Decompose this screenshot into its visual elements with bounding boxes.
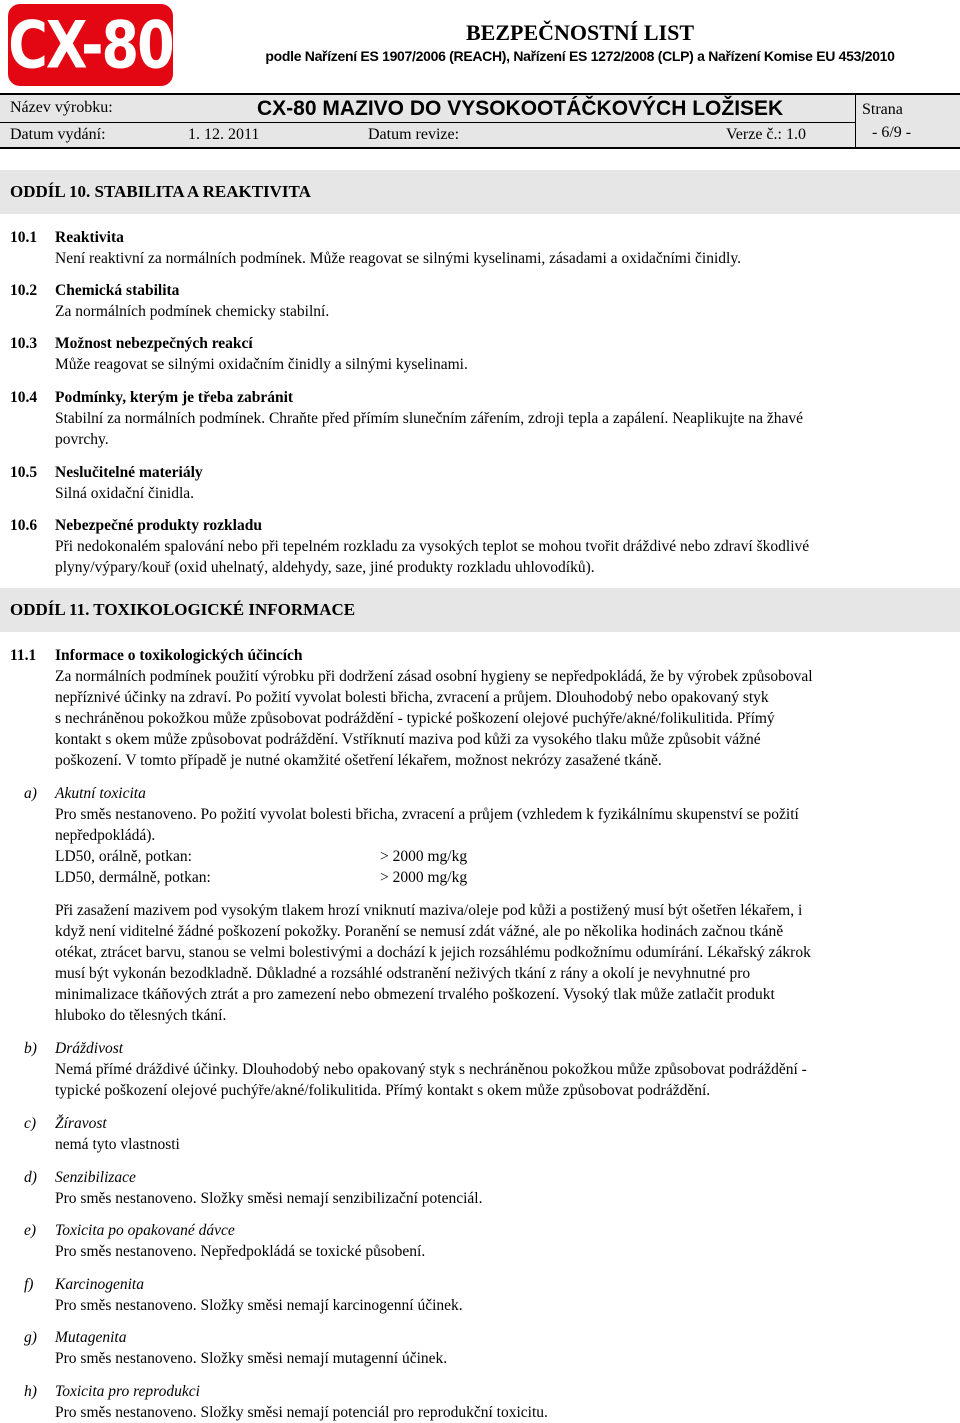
subsection-text: Stabilní za normálních podmínek. Chraňte před přímím slunečním zářením, zdroji tepla a zapálení. Neaplikujte na žhavé	[55, 410, 804, 427]
section-title: ODDÍL 11. TOXIKOLOGICKÉ INFORMACE	[10, 600, 356, 619]
item-heading: Dráždivost	[55, 1040, 124, 1057]
subsection-number: 10.6	[10, 517, 38, 534]
subsection-heading: Nebezpečné produkty rozkladu	[55, 517, 262, 534]
regulation-line: podle Nařízení ES 1907/2006 (REACH), Nařízení ES 1272/2008 (CLP) a Nařízení Komise EU 453/2010	[265, 48, 895, 64]
page-number: - 6/9 -	[872, 124, 912, 141]
header-divider	[855, 94, 856, 148]
item-text: minimalizace tkáňových ztrát a pro zamezení nebo obmezení trvalého poškození. Vysoký tlak může zatlačit produkt	[55, 986, 775, 1003]
issue-date: 1. 12. 2011	[188, 126, 260, 143]
item-text: Pro směs nestanoveno. Po požití vyvolat bolesti břicha, zvracení a průjem (vzhledem k fyzikálnímu skupenství se požití	[55, 806, 799, 823]
item-heading: Akutní toxicita	[55, 785, 146, 802]
ld50-label: LD50, dermálně, potkan:	[55, 869, 211, 886]
subsection-number: 10.4	[10, 389, 38, 406]
product-label: Název výrobku:	[10, 99, 113, 116]
item-text: Pro směs nestanoveno. Složky směsi nemají mutagenní účinek.	[55, 1350, 448, 1367]
list-letter: a)	[24, 785, 37, 802]
subsection-text: povrchy.	[55, 431, 109, 448]
subsection-text: Za normálních podmínek použití výrobku při dodržení zásad osobní hygieny se nepředpokládá, že by výrobek způsoboval	[55, 668, 813, 685]
subsection-text: Může reagovat se silnými oxidačním činidly a silnými kyselinami.	[55, 356, 468, 373]
item-text: nepředpokládá).	[55, 827, 156, 844]
logo-text: CX-80	[8, 7, 173, 83]
subsection-heading: Neslučitelné materiály	[55, 464, 203, 481]
item-text: typické poškození olejové puchýře/akné/folikulitida. Přímý kontakt s okem může způsobovat podráždění.	[55, 1082, 711, 1099]
subsection-heading: Možnost nebezpečných reakcí	[55, 335, 253, 352]
item-heading: Senzibilizace	[55, 1169, 136, 1186]
subsection-text: s nechráněnou pokožkou může způsobovat podráždění - typické poškození olejové puchýře/akné/folikulitida. Přímý	[55, 710, 775, 727]
item-text: Nemá přímé dráždivé účinky. Dlouhodobý nebo opakovaný styk s nechráněnou pokožkou může způsobovat podráždění -	[55, 1061, 807, 1078]
subsection-number: 10.2	[10, 282, 38, 299]
section-title: ODDÍL 10. STABILITA A REAKTIVITA	[10, 182, 311, 201]
item-text: otékat, ztrácet barvu, stanou se velmi bolestivými a dochází k jejich rozsáhlému podkožnímu odumírání. Lékařský zákrok	[55, 944, 811, 961]
subsection-text: Silná oxidační činidla.	[55, 485, 195, 502]
section-11-header	[0, 588, 960, 632]
subsection-text: poškození. V tomto případě je nutné okamžité ošetření lékařem, možnost nekrózy zasažené tkáně.	[55, 752, 662, 769]
header-divider	[0, 147, 960, 149]
list-letter: f)	[24, 1276, 34, 1293]
list-letter: h)	[24, 1383, 37, 1400]
header-divider	[0, 93, 960, 95]
section-10-header	[0, 170, 960, 214]
subsection-text: Za normálních podmínek chemicky stabilní.	[55, 303, 330, 320]
ld50-value: > 2000 mg/kg	[380, 848, 468, 865]
item-text: Pro směs nestanoveno. Složky směsi nemají karcinogenní účinek.	[55, 1297, 463, 1314]
subsection-heading: Chemická stabilita	[55, 282, 180, 299]
item-heading: Toxicita po opakované dávce	[55, 1222, 235, 1239]
item-heading: Žíravost	[55, 1115, 107, 1132]
list-letter: d)	[24, 1169, 37, 1186]
subsection-heading: Podmínky, kterým je třeba zabránit	[55, 389, 294, 406]
subsection-number: 10.1	[10, 229, 38, 246]
subsection-heading: Reaktivita	[55, 229, 124, 246]
revision-date-label: Datum revize:	[368, 126, 460, 143]
list-letter: c)	[24, 1115, 37, 1132]
version-label: Verze č.: 1.0	[726, 126, 806, 143]
item-heading: Karcinogenita	[55, 1276, 144, 1293]
item-heading: Mutagenita	[55, 1329, 127, 1346]
product-name: CX-80 MAZIVO DO VYSOKOOTÁČKOVÝCH LOŽISEK	[257, 97, 784, 120]
ld50-label: LD50, orálně, potkan:	[55, 848, 192, 865]
issue-date-label: Datum vydání:	[10, 126, 106, 143]
item-text: nemá tyto vlastnosti	[55, 1136, 180, 1153]
subsection-text: plyny/výpary/kouř (oxid uhelnatý, aldehydy, saze, jiné produkty rozkladu uhlovodíků).	[55, 559, 595, 576]
header-divider	[0, 122, 855, 123]
item-text: Při zasažení mazivem pod vysokým tlakem hrozí vniknutí maziva/oleje pod kůži a postižený musí být ošetřen lékařem, i	[55, 902, 803, 919]
subsection-number: 10.5	[10, 464, 38, 481]
list-letter: g)	[24, 1329, 37, 1346]
page-label: Strana	[862, 101, 903, 118]
document-title: BEZPEČNOSTNÍ LIST	[465, 20, 695, 45]
item-text: když není viditelné žádné poškození pokožky. Poranění se nemusí zdát vážné, ale po několika hodinách začnou tkáně	[55, 923, 784, 940]
subsection-heading: Informace o toxikologických účincích	[55, 647, 303, 664]
list-letter: e)	[24, 1222, 37, 1239]
list-letter: b)	[24, 1040, 37, 1057]
item-text: Pro směs nestanoveno. Nepředpokládá se toxické působení.	[55, 1243, 426, 1260]
item-heading: Toxicita pro reprodukci	[55, 1383, 200, 1400]
item-text: hluboko do tělesných tkání.	[55, 1007, 227, 1024]
brand-logo	[8, 4, 173, 86]
subsection-text: kontakt s okem může způsobovat podráždění. Vstříknutí maziva pod kůži za vysokého tlaku může způsobit vážné	[55, 731, 761, 748]
item-text: Pro směs nestanoveno. Složky směsi nemají senzibilizační potenciál.	[55, 1190, 483, 1207]
subsection-number: 10.3	[10, 335, 38, 352]
subsection-text: Při nedokonalém spalování nebo při tepelném rozkladu za vysokých teplot se mohou tvořit dráždivé nebo zdraví škodlivé	[55, 538, 810, 555]
subsection-text: nepříznivé účinky na zdraví. Po požití vyvolat bolesti břicha, zvracení a průjem. Dlouhodobý nebo opakovaný styk	[55, 689, 769, 706]
subsection-text: Není reaktivní za normálních podmínek. Může reagovat se silnými kyselinami, zásadami a oxidačními činidly.	[55, 250, 741, 267]
item-text: Pro směs nestanoveno. Složky směsi nemají potenciál pro reprodukční toxicitu.	[55, 1404, 548, 1421]
subsection-number: 11.1	[10, 647, 37, 664]
ld50-value: > 2000 mg/kg	[380, 869, 468, 886]
item-text: musí být vykonán bezodkladně. Důkladné a rozsáhlé odstranění neživých tkání z rány a okolí je nevyhnutné pro	[55, 965, 751, 982]
